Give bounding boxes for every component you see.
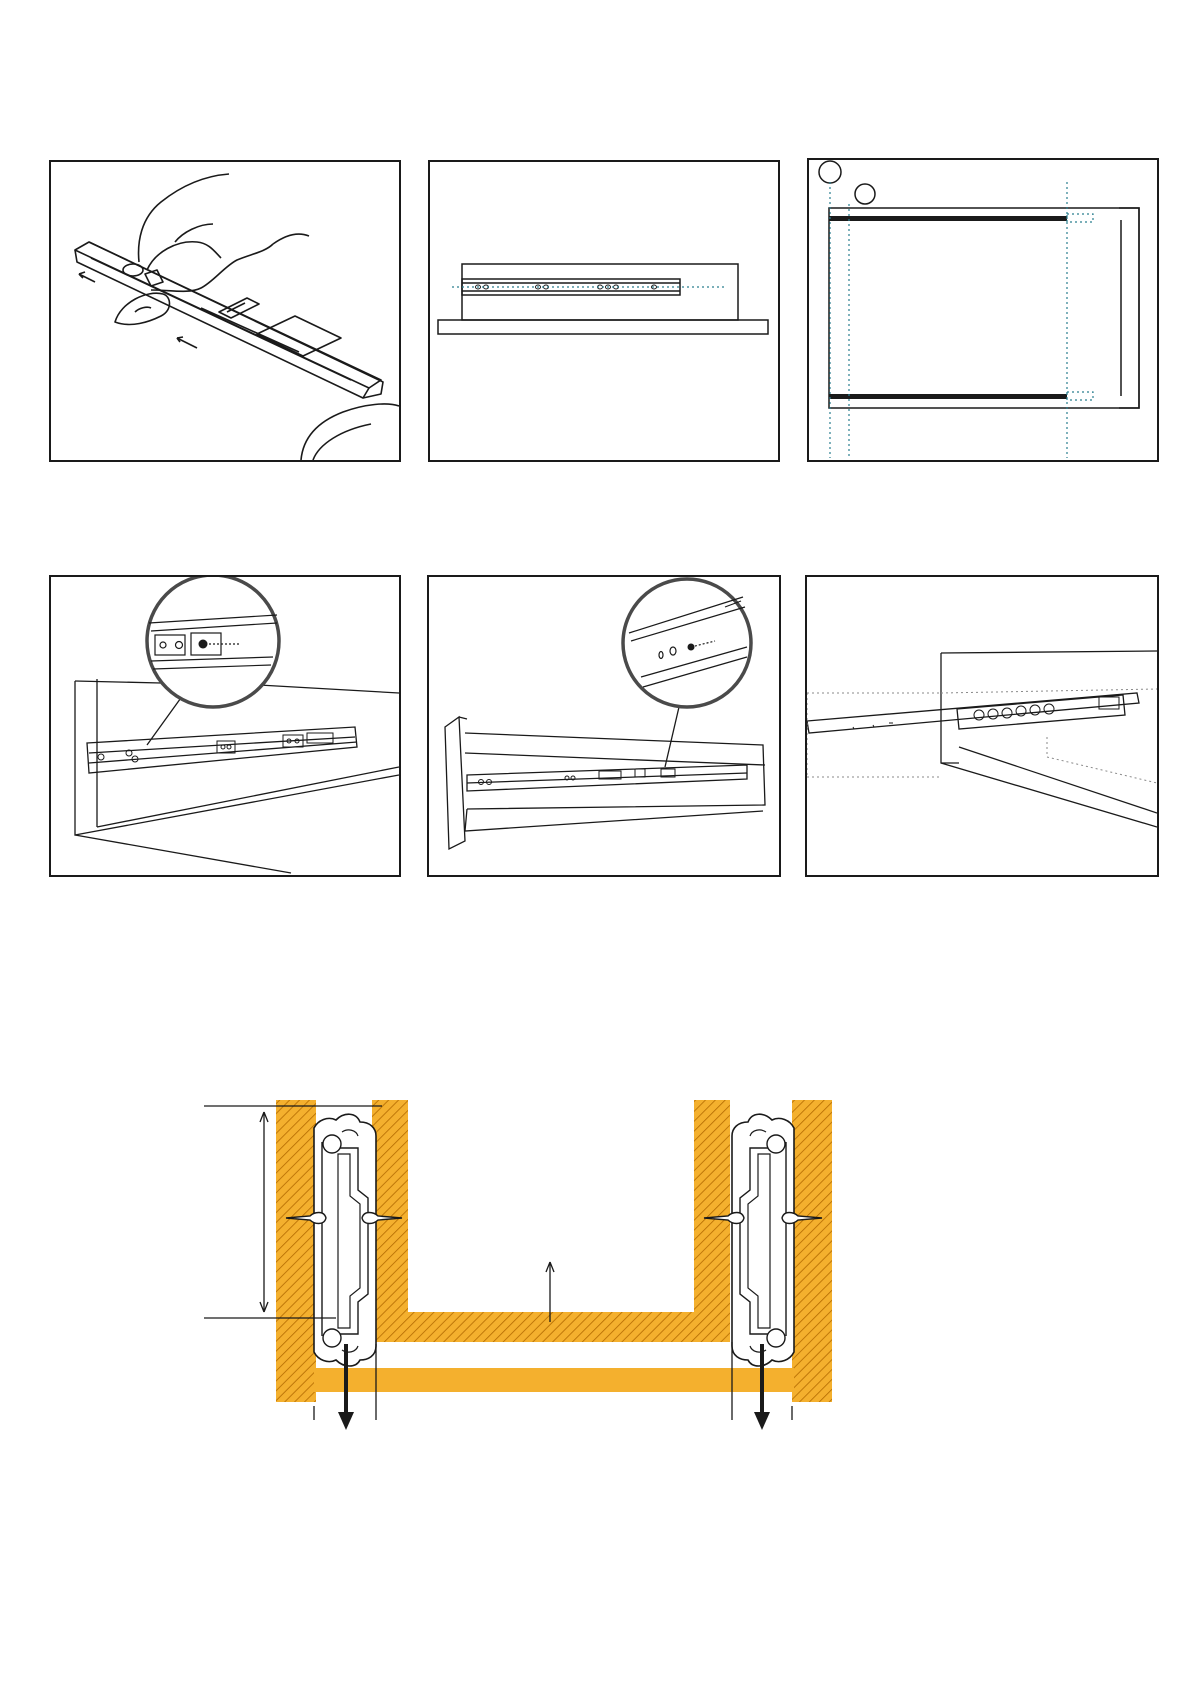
drawer-screw-icon: [688, 644, 695, 651]
step-3-panel: [807, 158, 1159, 462]
slide-label-plate: [257, 316, 341, 356]
drawer-front-bar: [314, 1368, 794, 1392]
step-4-illustration: [51, 577, 399, 875]
rear-bracket-right: [1067, 392, 1093, 400]
step-4-panel: [49, 575, 401, 877]
circle-marker-1: [819, 161, 841, 183]
step-1-panel: [49, 160, 401, 462]
screw-detail-magnifier: [147, 577, 279, 707]
outer-rail: [75, 242, 381, 388]
extended-slide: [807, 693, 1139, 733]
right-slide: [829, 394, 1067, 399]
circle-marker-2: [855, 184, 875, 204]
bottom-panel: [438, 320, 768, 334]
fixing-screws: [286, 1213, 822, 1224]
step-6-panel: [805, 575, 1159, 877]
step-2-panel: [428, 160, 780, 462]
rear-bracket-left: [1067, 214, 1093, 222]
hand-outline: [139, 174, 229, 262]
step-2-illustration: [430, 162, 778, 460]
step-3-illustration: [809, 160, 1157, 460]
thumb: [115, 293, 170, 324]
cross-section-diagram: [200, 1100, 920, 1560]
right-cabinet-side: [792, 1100, 832, 1402]
right-slide-profile: [732, 1114, 794, 1366]
step-6-illustration: [807, 577, 1157, 875]
step-5-illustration: [429, 577, 779, 875]
sleeve: [301, 404, 399, 460]
step-5-panel: [427, 575, 781, 877]
left-slide: [829, 216, 1067, 221]
left-slide-profile: [314, 1114, 376, 1366]
cabinet-side: [462, 264, 738, 320]
cross-section-illustration: [200, 1100, 920, 1560]
screw-icon: [199, 640, 208, 649]
step-1-illustration: [51, 162, 399, 460]
release-lever: [123, 264, 143, 276]
drawer-outline: [807, 689, 1157, 783]
screw-detail-magnifier-drawer: [623, 579, 751, 707]
drawer-front: [445, 717, 465, 849]
left-cabinet-side: [276, 1100, 316, 1402]
drawer-body: [372, 1100, 730, 1342]
cabinet-outline: [829, 208, 1139, 408]
